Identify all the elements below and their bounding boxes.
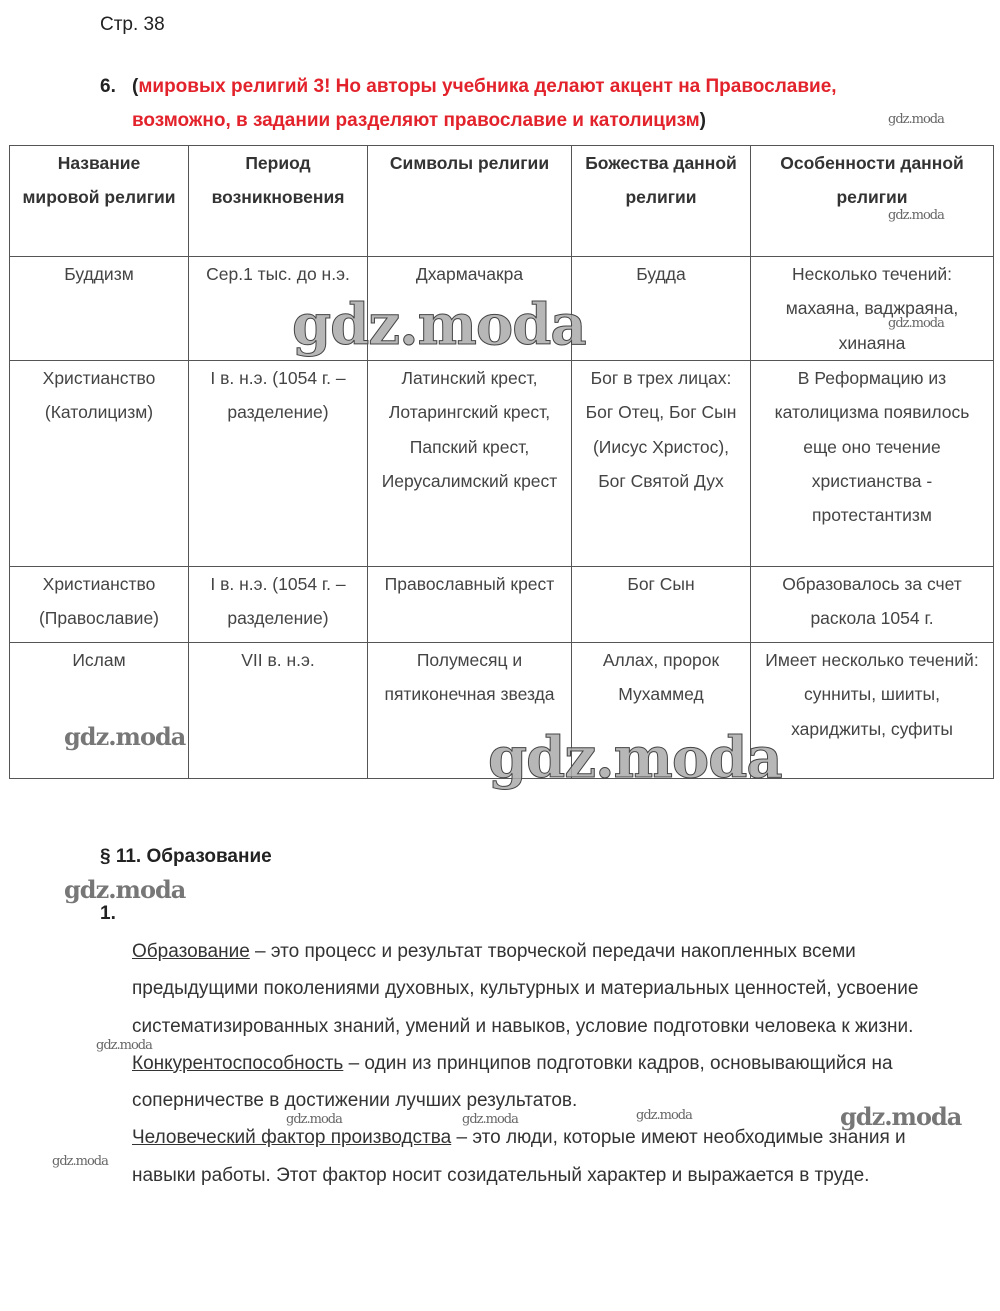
definition-term: Человеческий фактор производства xyxy=(132,1127,452,1149)
cell-deities: Аллах, пророк Мухаммед xyxy=(572,643,751,779)
definition-term: Конкурентоспособность xyxy=(132,1052,344,1074)
table-row xyxy=(10,567,994,643)
cell-symbols: Дхармачакра xyxy=(368,257,572,361)
definition-text: – это люди, которые имеют необходимые знания и навыки работы. Этот фактор носит созидательный характер и выражается в труде. xyxy=(132,1127,906,1186)
section-title: § 11. Образование xyxy=(100,846,272,867)
definition-item xyxy=(132,933,962,1045)
cell-name: Буддизм xyxy=(10,257,189,361)
religions-table xyxy=(9,145,994,779)
cell-symbols: Латинский крест, Лотарингский крест, Папский крест, Иерусалимский крест xyxy=(368,361,572,567)
watermark: gdz.moda xyxy=(840,1102,962,1131)
definition-item xyxy=(132,1045,962,1120)
task-6-note xyxy=(100,70,960,138)
watermark: gdz.moda xyxy=(64,875,186,904)
cell-features: Несколько течений: махаяна, ваджраяна, хинаяна xyxy=(751,257,994,361)
definition-text: – это процесс и результат творческой передачи накопленных всеми предыдущими поколениями духовных, культурных и материальных ценностей, усвоение систематизированных знаний, умений и навыков, условие подготовки человека к жизни. xyxy=(132,941,919,1037)
table-row xyxy=(10,643,994,779)
watermark: gdz.moda xyxy=(292,292,586,358)
watermark: gdz.moda xyxy=(52,1154,108,1169)
cell-symbols: Полумесяц и пятиконечная звезда xyxy=(368,643,572,779)
cell-period: I в. н.э. (1054 г. – разделение) xyxy=(189,567,368,643)
open-paren: ( xyxy=(132,76,139,97)
watermark: gdz.moda xyxy=(286,1112,342,1127)
watermark: gdz.moda xyxy=(888,112,944,127)
item-number: 1. xyxy=(100,903,116,924)
cell-name: Христианство (Католицизм) xyxy=(10,361,189,567)
watermark: gdz.moda xyxy=(462,1112,518,1127)
watermark: gdz.moda xyxy=(96,1038,152,1053)
table-row xyxy=(10,361,994,567)
cell-features: В Реформацию из католицизма появилось еще оно течение христианства - протестантизм xyxy=(751,361,994,567)
header-name: Название мировой религии xyxy=(10,146,189,257)
definition-text: – один из принципов подготовки кадров, основывающийся на соперничестве в достижении лучших результатов. xyxy=(132,1052,893,1112)
watermark: gdz.moda xyxy=(888,316,944,331)
cell-period: VII в. н.э. xyxy=(189,643,368,779)
definition-term: Образование xyxy=(132,941,250,962)
cell-deities: Бог Сын xyxy=(572,567,751,643)
cell-period: Сер.1 тыс. до н.э. xyxy=(189,257,368,361)
cell-name: Христианство (Православие) xyxy=(10,567,189,643)
cell-symbols: Православный крест xyxy=(368,567,572,643)
header-features: Особенности данной религии xyxy=(751,146,994,257)
close-paren: ) xyxy=(699,110,706,131)
watermark: gdz.moda xyxy=(488,725,782,791)
table-header-row xyxy=(10,146,994,257)
header-period: Период возникновения xyxy=(189,146,368,257)
definitions xyxy=(132,933,962,1194)
cell-features: Имеет несколько течений: сунниты, шииты, хариджиты, суфиты xyxy=(751,643,994,779)
table-row xyxy=(10,257,994,361)
cell-name: Ислам xyxy=(10,643,189,779)
cell-deities: Бог в трех лицах: Бог Отец, Бог Сын (Иисус Христос), Бог Святой Дух xyxy=(572,361,751,567)
watermark: gdz.moda xyxy=(64,722,186,751)
watermark: gdz.moda xyxy=(888,208,944,223)
task-note-line-1: мировых религий 3! Но авторы учебника делают акцент на Православие, xyxy=(138,76,837,97)
watermark: gdz.moda xyxy=(636,1108,692,1123)
task-number: 6. xyxy=(100,76,116,97)
page-number: Стр. 38 xyxy=(100,14,165,35)
header-deities: Божества данной религии xyxy=(572,146,751,257)
cell-deities: Будда xyxy=(572,257,751,361)
task-note-line-2: возможно, в задании разделяют православие и католицизм xyxy=(132,110,700,131)
cell-features: Образовалось за счет раскола 1054 г. xyxy=(751,567,994,643)
header-symbols: Символы религии xyxy=(368,146,572,257)
definition-item xyxy=(132,1119,962,1194)
cell-period: I в. н.э. (1054 г. – разделение) xyxy=(189,361,368,567)
